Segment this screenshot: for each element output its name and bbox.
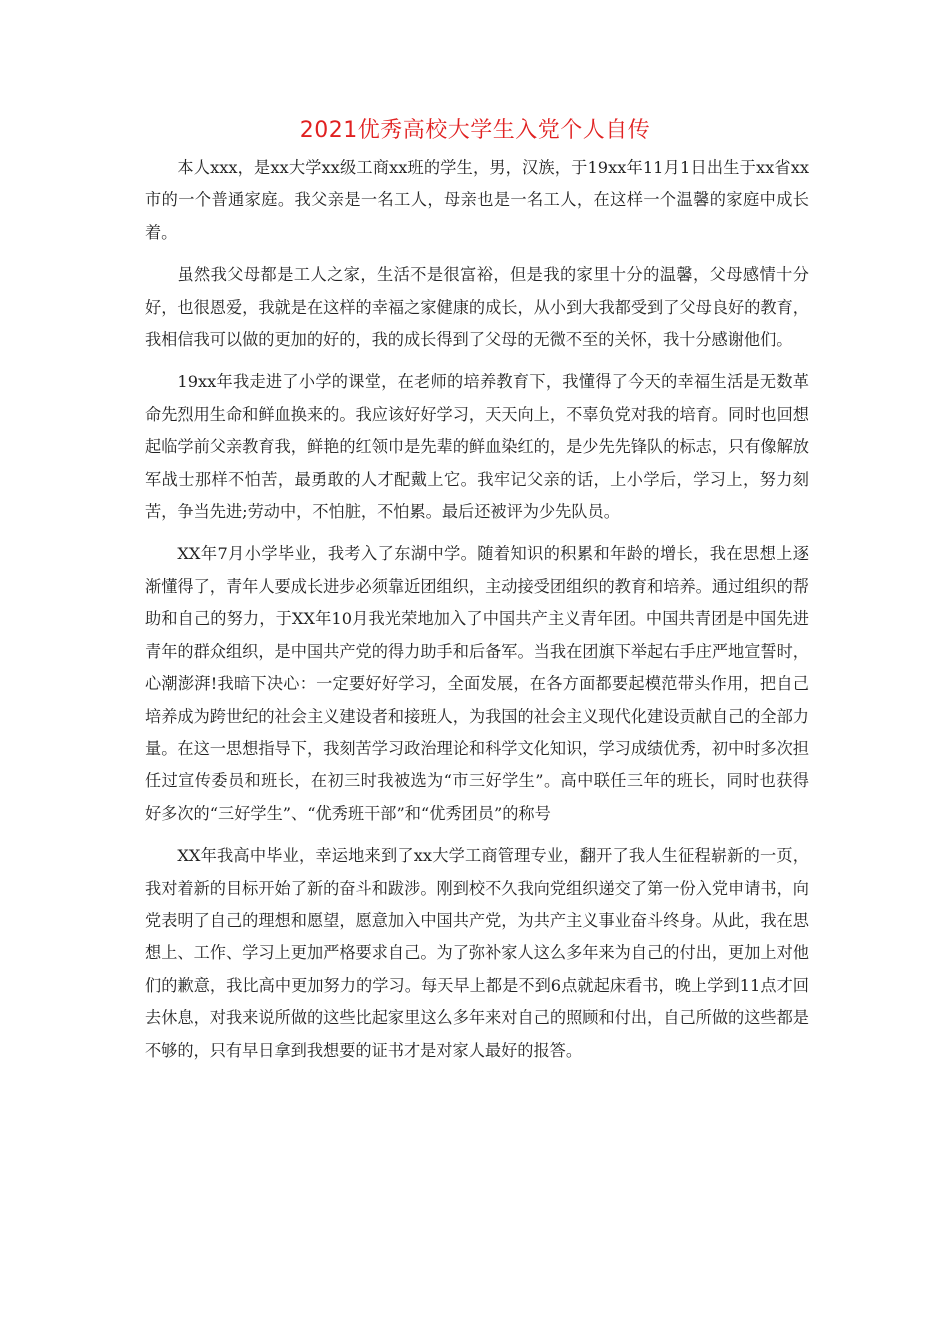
document-title: 2021优秀高校大学生入党个人自传 [299,118,651,143]
paragraph-3: 19xx年我走进了小学的课堂，在老师的培养教育下，我懂得了今天的幸福生活是无数革命先烈用生命和鲜血换来的。我应该好好学习，天天向上，不辜负党对我的培育。同时也回想起临学前父亲教育我，鲜艳的红领巾是先辈的鲜血染红的，是少先先锋队的标志，只有像解放军战士那样不怕苦，最勇敢的人才配戴上它。我牢记父亲的话，上小学后，学习上，努力刻苦，争当先进;劳动中，不怕脏，不怕累。最后还被评为少先队员。 [145,372,809,522]
document-body [145,152,809,1077]
paragraph-1: 本人xxx，是xx大学xx级工商xx班的学生，男，汉族，于19xx年11月1日出生于xx省xx市的一个普通家庭。我父亲是一名工人，母亲也是一名工人，在这样一个温馨的家庭中成长着。 [145,158,809,242]
paragraph-5: XX年我高中毕业，幸运地来到了xx大学工商管理专业，翻开了我人生征程崭新的一页，我对着新的目标开始了新的奋斗和跋涉。刚到校不久我向党组织递交了第一份入党申请书，向党表明了自己的理想和愿望，愿意加入中国共产党，为共产主义事业奋斗终身。从此，我在思想上、工作、学习上更加严格要求自己。为了弥补家人这么多年来为自己的付出，更加上对他们的歉意，我比高中更加努力的学习。每天早上都是不到6点就起床看书，晚上学到11点才回去休息，对我来说所做的这些比起家里这么多年来对自己的照顾和付出，自己所做的这些都是不够的，只有早日拿到我想要的证书才是对家人最好的报答。 [145,846,809,1060]
paragraph-4: XX年7月小学毕业，我考入了东湖中学。随着知识的积累和年龄的增长，我在思想上逐渐懂得了，青年人要成长进步必须靠近团组织，主动接受团组织的教育和培养。通过组织的帮助和自己的努力，于XX年10月我光荣地加入了中国共产主义青年团。中国共青团是中国先进青年的群众组织，是中国共产党的得力助手和后备军。当我在团旗下举起右手庄严地宣誓时，心潮澎湃!我暗下决心：一定要好好学习，全面发展，在各方面都要起模范带头作用，把自己培养成为跨世纪的社会主义建设者和接班人，为我国的社会主义现代化建设贡献自己的全部力量。在这一思想指导下，我刻苦学习政治理论和科学文化知识，学习成绩优秀，初中时多次担任过宣传委员和班长，在初三时我被选为“市三好学生”。高中联任三年的班长，同时也获得好多次的“三好学生”、“优秀班干部”和“优秀团员”的称号 [145,544,809,823]
paragraph-2: 虽然我父母都是工人之家，生活不是很富裕，但是我的家里十分的温馨，父母感情十分好，也很恩爱，我就是在这样的幸福之家健康的成长，从小到大我都受到了父母良好的教育，我相信我可以做的更加的好的，我的成长得到了父母的无微不至的关怀，我十分感谢他们。 [145,265,809,350]
